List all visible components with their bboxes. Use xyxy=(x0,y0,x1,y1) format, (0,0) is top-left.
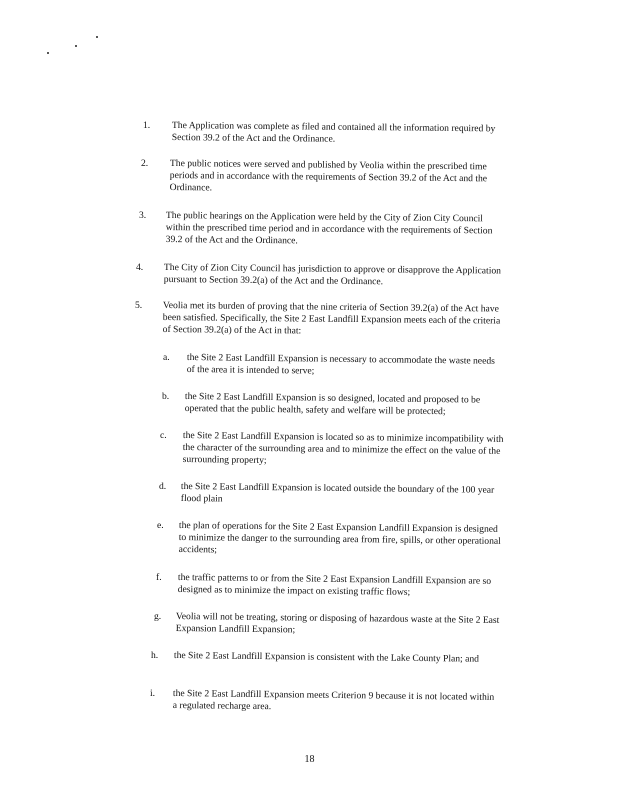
criterion-paragraph: the Site 2 East Landfill Expansion is located so as to minimize incompatibility with the character of the surrounding area and to minimize the effect on the value of the surrounding property; xyxy=(182,430,504,467)
criterion-paragraph: the traffic patterns to or from the Site 2 East Expansion Landfill Expansion are so designed as to minimize the impact on existing traffic flows; xyxy=(177,572,492,598)
item-number: 4. xyxy=(136,262,144,273)
subitem-letter: i. xyxy=(150,688,156,699)
item-number: 5. xyxy=(135,300,143,311)
subitem-letter: d. xyxy=(159,481,167,492)
subitem-letter: h. xyxy=(151,650,159,661)
subitem-letter: e. xyxy=(157,520,164,531)
criterion-paragraph: the Site 2 East Landfill Expansion meets Criterion 9 because it is not located within a regulated recharge area. xyxy=(172,688,495,713)
subitem-letter: f. xyxy=(156,572,162,583)
criterion-paragraph: the Site 2 East Landfill Expansion is located outside the boundary of the 100 year flood plain xyxy=(180,481,495,505)
finding-paragraph: The public hearings on the Application were held by the City of Zion City Council within the prescribed time period and in accordance with the requirements of Section 39.2 of the Act and the Ordinance. xyxy=(165,210,493,247)
page-number: 18 xyxy=(304,754,315,765)
item-number: 3. xyxy=(139,210,147,221)
scan-speck xyxy=(96,36,98,38)
criterion-paragraph: Veolia will not be treating, storing or disposing of hazardous waste at the Site 2 East Expansion Landfill Expansion; xyxy=(175,611,500,636)
item-number: 1. xyxy=(143,120,151,131)
finding-paragraph: The public notices were served and published by Veolia within the prescribed time periods and in accordance with the requirements of Section 39.2 of the Act and the Ordinance. xyxy=(169,158,488,194)
criterion-paragraph: the Site 2 East Landfill Expansion is so designed, located and proposed to be operated that the public health, safety and welfare will be protected; xyxy=(184,391,481,418)
subitem-letter: a. xyxy=(163,352,170,363)
subitem-letter: c. xyxy=(160,430,167,441)
scan-speck xyxy=(47,52,49,54)
criterion-paragraph: the Site 2 East Landfill Expansion is consistent with the Lake County Plan; and xyxy=(173,650,480,665)
finding-paragraph: The Application was complete as filed and contained all the information required by Section 39.2 of the Act and the Ordinance. xyxy=(171,120,496,145)
subitem-letter: g. xyxy=(154,611,162,622)
subitem-letter: b. xyxy=(162,391,170,402)
scan-speck xyxy=(75,45,77,47)
finding-paragraph: The City of Zion City Council has jurisdiction to approve or disapprove the Application pursuant to Section 39.2(a) of the Act and the Ordinance. xyxy=(163,262,502,288)
item-number: 2. xyxy=(141,158,149,169)
finding-paragraph: Veolia met its burden of proving that the nine criteria of Section 39.2(a) of the Act have been satisfied. Specifically, the Site 2 East Landfill Expansion meets each of the criteria of Section 39.2(a) of the Act in that: xyxy=(162,300,501,337)
criterion-paragraph: the plan of operations for the Site 2 East Expansion Landfill Expansion is designed to minimize the danger to the surrounding area from fire, spills, or other operational accidents; xyxy=(178,520,501,556)
criterion-paragraph: the Site 2 East Landfill Expansion is necessary to accommodate the waste needs of the area it is intended to serve; xyxy=(186,352,495,377)
